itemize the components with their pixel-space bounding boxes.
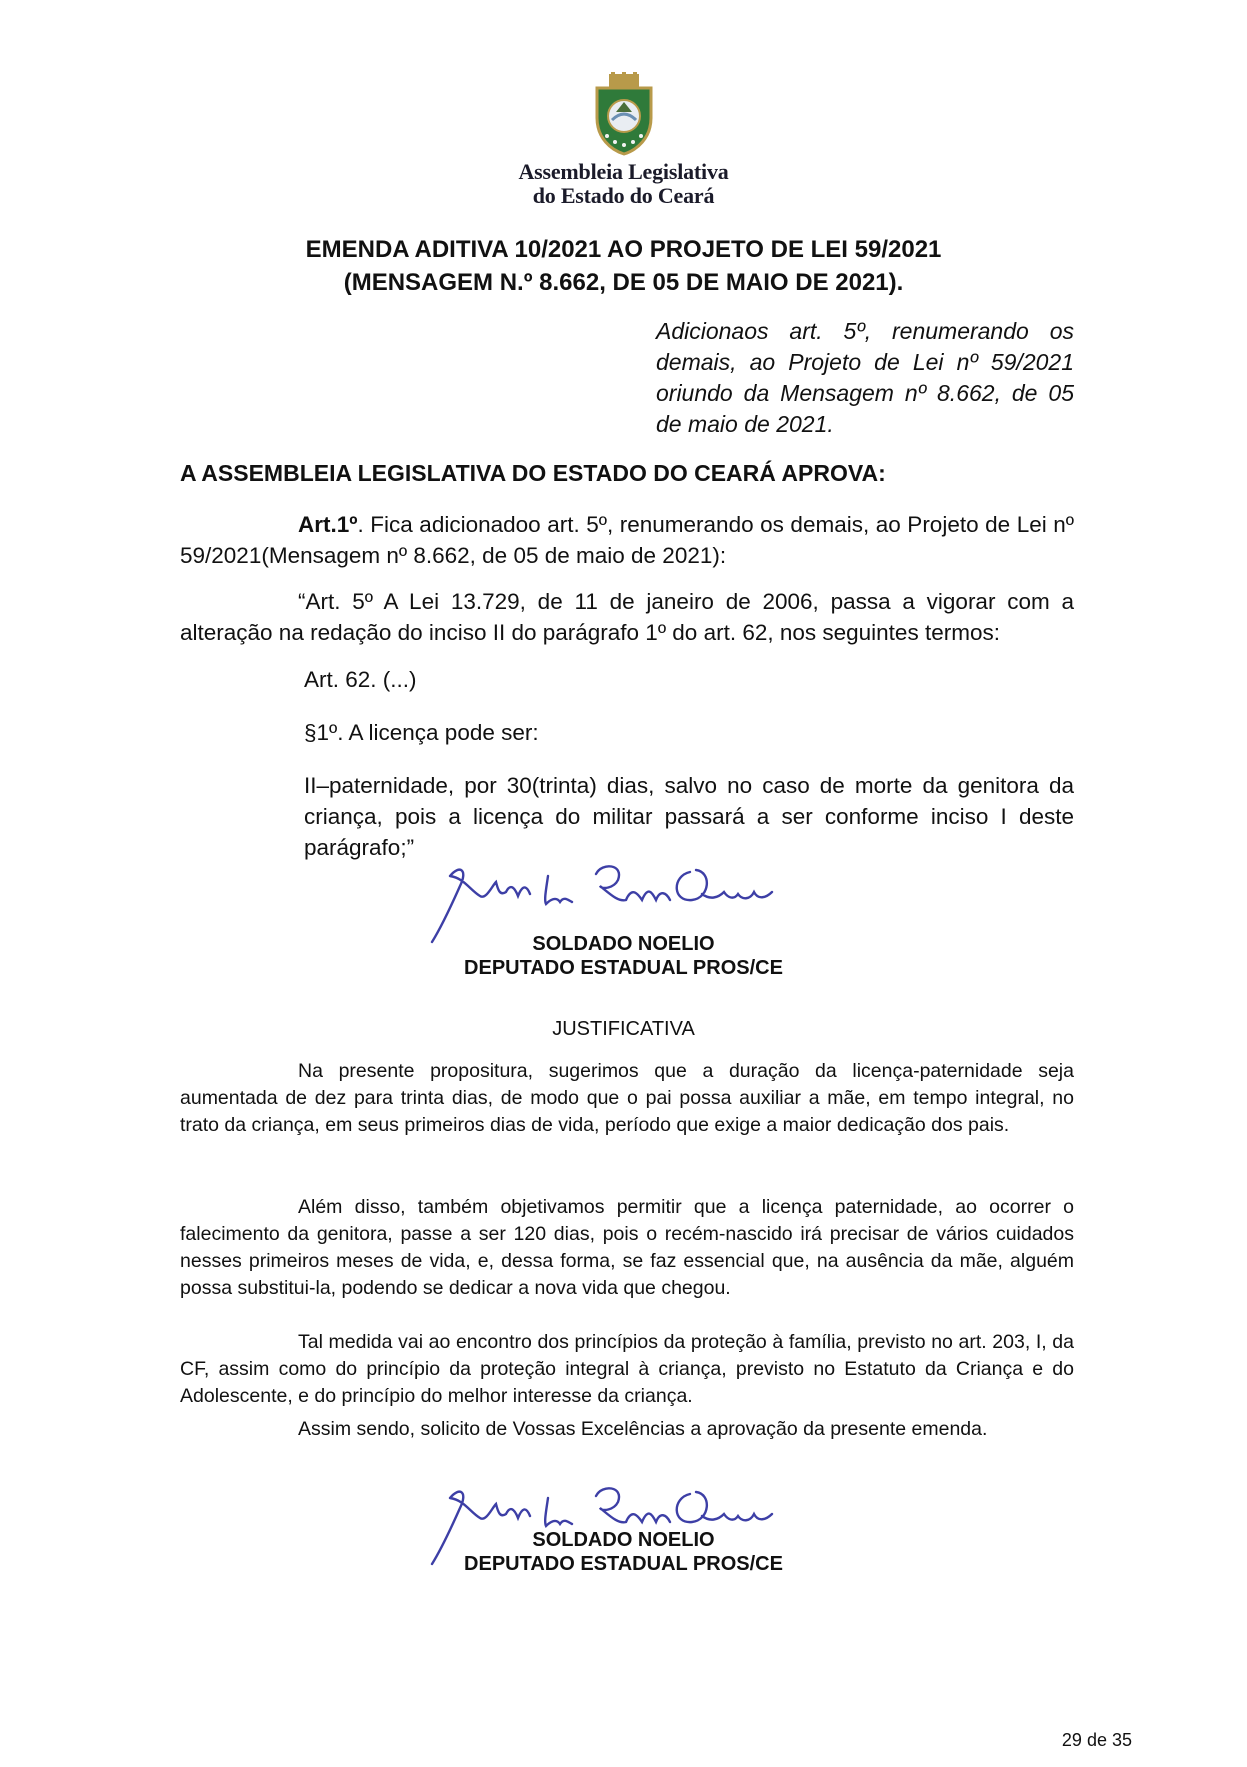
justification-paragraph-1: Na presente propositura, sugerimos que a duração da licença-paternidade seja aumentada de dez para trinta dias, de modo que o pai possa auxiliar a mãe, em tempo integral, no trato da criança, em seus primeiros dias de vida, período que exige a maior dedicação dos pais.: [180, 1060, 1074, 1136]
justification-title: JUSTIFICATIVA: [552, 1018, 695, 1040]
quote-inciso-2: II–paternidade, por 30(trinta) dias, salvo no caso de morte da genitora da criança, pois a licença do militar passará a ser conforme inciso I deste parágrafo;”: [304, 773, 1074, 860]
justification-paragraph-3: Tal medida vai ao encontro dos princípios da proteção à família, previsto no art. 203, I, da CF, assim como do princípio da proteção integral à criança, previsto no Estatuto da Criança e do Adolescente, e do princípio do melhor interesse da criança.: [180, 1331, 1074, 1407]
signatory-name-2: SOLDADO NOELIO: [532, 1529, 715, 1551]
institution-line-1: Assembleia Legislativa: [518, 159, 729, 184]
institution-name: [0, 160, 1247, 208]
approval-heading: A ASSEMBLEIA LEGISLATIVA DO ESTADO DO CEARÁ APROVA:: [180, 460, 886, 486]
article-1-label: Art.1º: [298, 512, 358, 537]
document-title: [0, 233, 1247, 299]
justification-paragraph-2: Além disso, também objetivamos permitir que a licença paternidade, ao ocorrer o falecimento da genitora, passe a ser 120 dias, pois o recém-nascido irá precisar de vários cuidados nesses primeiros meses de vida, e, dessa forma, se faz essencial que, na ausência da mãe, alguém possa substitui-la, podendo se dedicar a nova vida que chegou.: [180, 1196, 1074, 1299]
quote-art-62: Art. 62. (...): [304, 667, 417, 692]
signatory-role-2: DEPUTADO ESTADUAL PROS/CE: [464, 1553, 783, 1575]
page-number: 29 de 35: [1061, 1730, 1132, 1750]
coat-of-arms-icon: [593, 72, 655, 156]
crest-logo: [0, 72, 1247, 156]
institution-line-2: do Estado do Ceará: [532, 183, 715, 208]
article-1: [180, 509, 1074, 571]
title-line-1: EMENDA ADITIVA 10/2021 AO PROJETO DE LEI 59/2021: [305, 236, 942, 263]
ementa: Adicionaos art. 5º, renumerando os demais, ao Projeto de Lei nº 59/2021 oriundo da Mensagem nº 8.662, de 05 de maio de 2021.: [656, 318, 1074, 437]
title-line-2: (MENSAGEM N.º 8.662, DE 05 DE MAIO DE 2021).: [343, 269, 904, 296]
article-1-text: . Fica adicionadoo art. 5º, renumerando os demais, ao Projeto de Lei nº 59/2021(Mensagem nº 8.662, de 05 de maio de 2021):: [180, 512, 1074, 568]
article-5: “Art. 5º A Lei 13.729, de 11 de janeiro de 2006, passa a vigorar com a alteração na redação do inciso II do parágrafo 1º do art. 62, nos seguintes termos:: [180, 589, 1074, 645]
signatory-role: DEPUTADO ESTADUAL PROS/CE: [464, 957, 783, 979]
justification-paragraph-4: Assim sendo, solicito de Vossas Excelências a aprovação da presente emenda.: [298, 1418, 988, 1440]
quote-paragraph-1: §1º. A licença pode ser:: [304, 720, 539, 745]
signatory-name: SOLDADO NOELIO: [532, 933, 715, 955]
